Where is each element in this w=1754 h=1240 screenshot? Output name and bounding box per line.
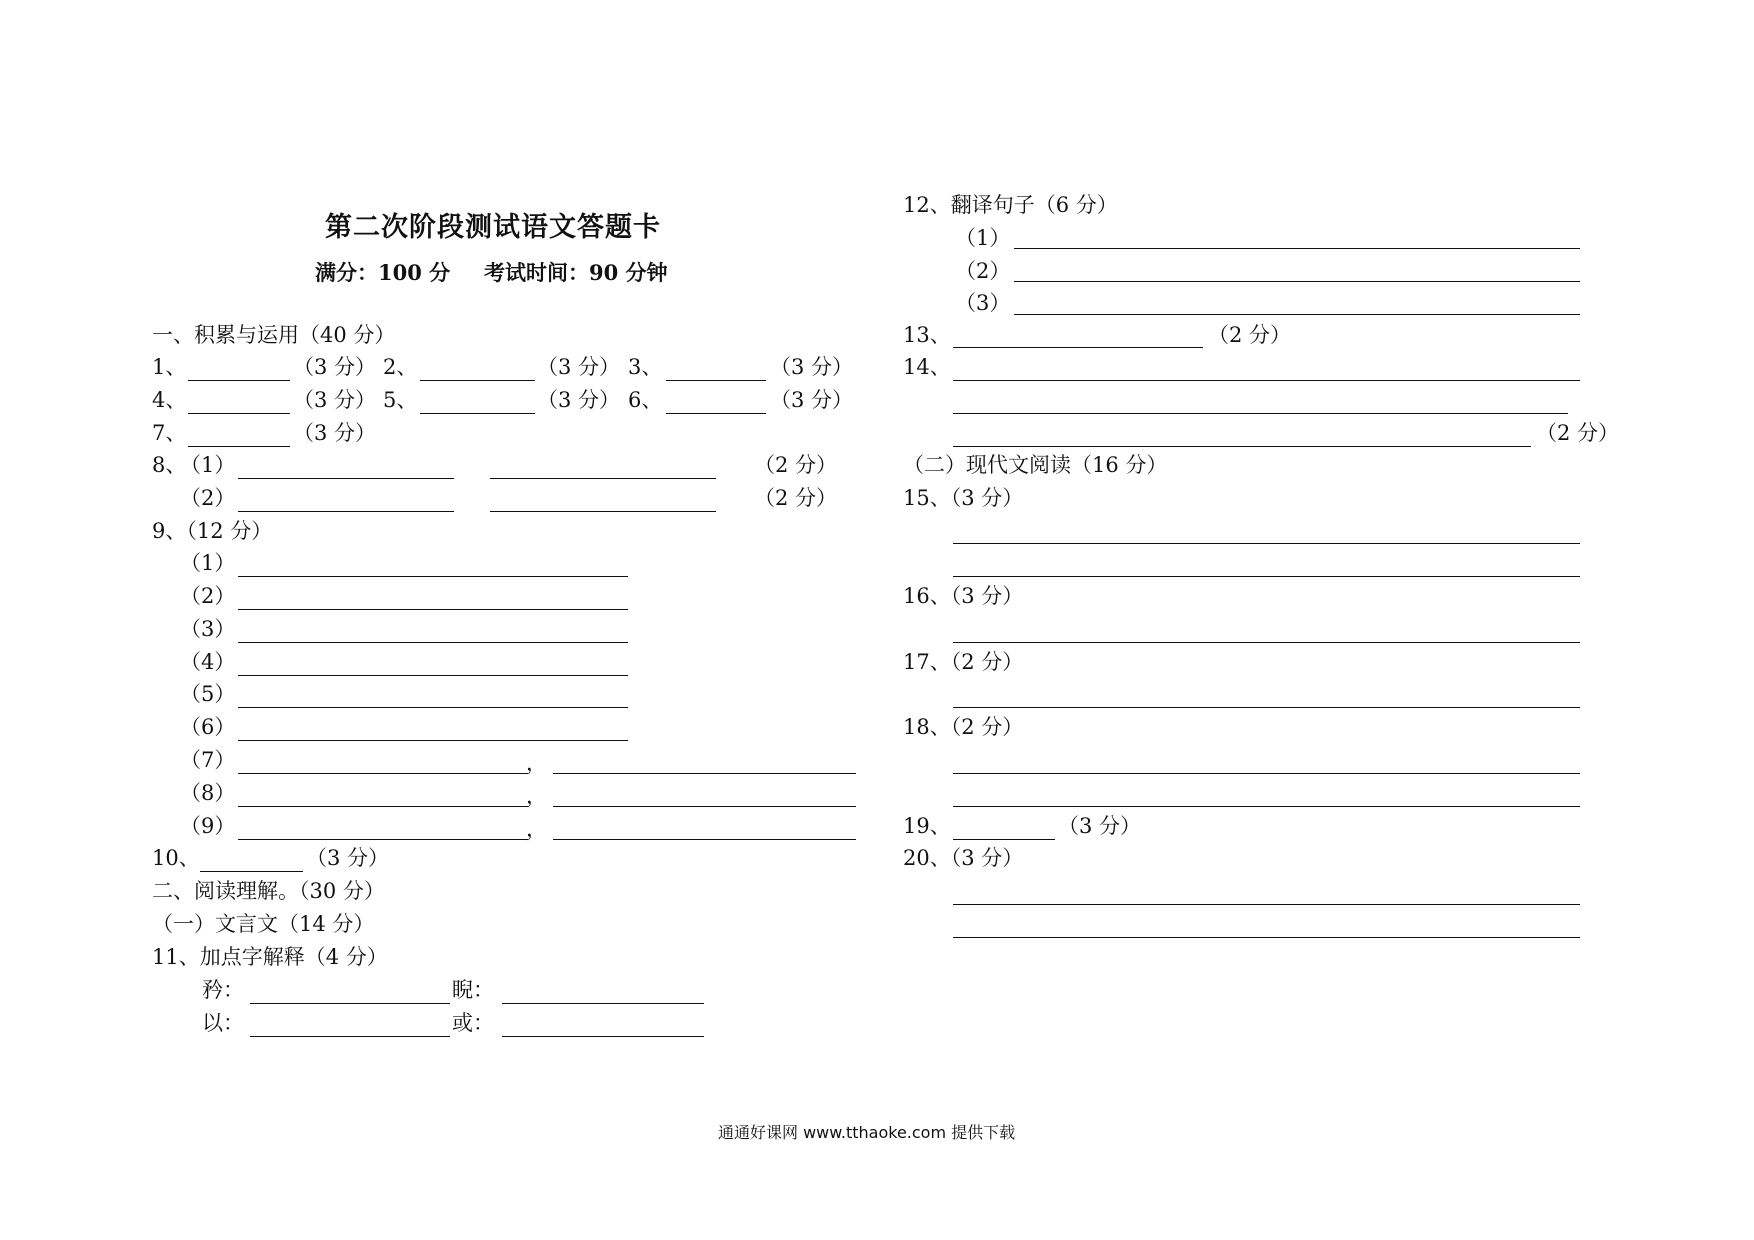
- question-16-heading: 16、（3 分）: [903, 584, 1024, 608]
- question-10-points: （3 分）: [306, 846, 390, 870]
- question-19-number: 19、: [903, 814, 951, 838]
- answer-line-q9-6[interactable]: [238, 740, 628, 741]
- answer-line-q14-1[interactable]: [953, 380, 1580, 381]
- answer-line-q11-1[interactable]: [250, 1003, 450, 1004]
- section-1-heading: 一、积累与运用（40 分）: [152, 323, 396, 347]
- answer-line-q14-2[interactable]: [953, 413, 1568, 414]
- section-2-heading: 二、阅读理解。（30 分）: [152, 879, 385, 903]
- q11-word-4-label: 或：: [452, 1011, 494, 1035]
- question-11-heading: 11、加点字解释（4 分）: [152, 945, 388, 969]
- answer-line-q9-9a[interactable]: [238, 839, 528, 840]
- answer-line-q13[interactable]: [953, 347, 1203, 348]
- question-6-points: （3 分）: [770, 388, 854, 412]
- q11-word-1-label: 矜：: [202, 978, 244, 1002]
- question-4-number: 4、: [152, 388, 187, 412]
- answer-line-q19[interactable]: [953, 839, 1055, 840]
- question-2-points: （3 分）: [537, 355, 621, 379]
- answer-line-q4[interactable]: [188, 413, 290, 414]
- page-title: 第二次阶段测试语文答题卡: [325, 212, 661, 243]
- answer-line-q9-2[interactable]: [238, 609, 628, 610]
- answer-line-q1[interactable]: [188, 380, 290, 381]
- answer-line-q9-5[interactable]: [238, 707, 628, 708]
- answer-line-q3[interactable]: [666, 380, 766, 381]
- answer-line-q8-1b[interactable]: [490, 478, 716, 479]
- q9-part-2-label: （2）: [180, 584, 236, 608]
- answer-line-q7[interactable]: [188, 446, 290, 447]
- q9-part-9-comma: ，: [526, 817, 547, 841]
- answer-line-q2[interactable]: [420, 380, 535, 381]
- question-1-number: 1、: [152, 355, 187, 379]
- question-18-heading: 18、（2 分）: [903, 715, 1024, 739]
- section-2b-heading: （二）现代文阅读（16 分）: [903, 453, 1168, 477]
- answer-line-q20-1[interactable]: [953, 904, 1580, 905]
- answer-line-q8-2b[interactable]: [490, 511, 716, 512]
- question-5-number: 5、: [383, 388, 418, 412]
- question-10-number: 10、: [152, 846, 200, 870]
- q11-word-3-label: 以：: [202, 1011, 244, 1035]
- q12-part-1-label: （1）: [955, 226, 1011, 250]
- answer-line-q9-4[interactable]: [238, 675, 628, 676]
- answer-line-q14-3[interactable]: [953, 446, 1531, 447]
- answer-line-q12-3[interactable]: [1014, 314, 1580, 315]
- q9-part-9-label: （9）: [180, 814, 236, 838]
- answer-line-q11-3[interactable]: [250, 1036, 450, 1037]
- q8-part-1-points: （2 分）: [754, 453, 838, 477]
- answer-line-q12-1[interactable]: [1014, 248, 1580, 249]
- question-1-points: （3 分）: [293, 355, 377, 379]
- answer-line-q8-1a[interactable]: [238, 478, 454, 479]
- question-13-number: 13、: [903, 323, 951, 347]
- answer-line-q16[interactable]: [953, 642, 1580, 643]
- q8-part-2-label: （2）: [180, 486, 236, 510]
- question-2-number: 2、: [383, 355, 418, 379]
- answer-line-q9-7b[interactable]: [553, 773, 856, 774]
- answer-line-q17[interactable]: [953, 707, 1580, 708]
- question-7-number: 7、: [152, 421, 187, 445]
- q9-part-5-label: （5）: [180, 682, 236, 706]
- q9-part-6-label: （6）: [180, 715, 236, 739]
- answer-line-q20-2[interactable]: [953, 937, 1580, 938]
- q9-part-8-comma: ，: [526, 784, 547, 808]
- q9-part-7-comma: ，: [526, 751, 547, 775]
- answer-line-q11-4[interactable]: [502, 1036, 704, 1037]
- answer-line-q10[interactable]: [200, 871, 303, 872]
- question-17-heading: 17、（2 分）: [903, 650, 1024, 674]
- q9-part-3-label: （3）: [180, 617, 236, 641]
- q9-part-4-label: （4）: [180, 650, 236, 674]
- question-5-points: （3 分）: [537, 388, 621, 412]
- question-19-points: （3 分）: [1058, 814, 1142, 838]
- answer-line-q15-1[interactable]: [953, 543, 1580, 544]
- q8-part-1-label: （1）: [180, 453, 236, 477]
- answer-line-q11-2[interactable]: [502, 1003, 704, 1004]
- q9-part-7-label: （7）: [180, 748, 236, 772]
- q8-part-2-points: （2 分）: [754, 486, 838, 510]
- answer-line-q6[interactable]: [666, 413, 766, 414]
- answer-line-q12-2[interactable]: [1014, 281, 1580, 282]
- answer-line-q9-9b[interactable]: [553, 839, 856, 840]
- q9-part-8-label: （8）: [180, 781, 236, 805]
- answer-line-q9-8a[interactable]: [238, 806, 528, 807]
- exam-time: 考试时间：90 分钟: [484, 260, 668, 285]
- question-9-heading: 9、（12 分）: [152, 519, 273, 543]
- question-14-points: （2 分）: [1536, 421, 1620, 445]
- question-6-number: 6、: [628, 388, 663, 412]
- q12-part-2-label: （2）: [955, 259, 1011, 283]
- section-2a-heading: （一）文言文（14 分）: [152, 912, 375, 936]
- question-7-points: （3 分）: [293, 421, 377, 445]
- answer-line-q15-2[interactable]: [953, 576, 1580, 577]
- answer-line-q9-8b[interactable]: [553, 806, 856, 807]
- answer-line-q8-2a[interactable]: [238, 511, 454, 512]
- question-4-points: （3 分）: [293, 388, 377, 412]
- answer-line-q9-3[interactable]: [238, 642, 628, 643]
- q11-word-2-label: 睨：: [452, 978, 494, 1002]
- question-13-points: （2 分）: [1208, 323, 1292, 347]
- q12-part-3-label: （3）: [955, 291, 1011, 315]
- question-8-number: 8、: [152, 453, 187, 477]
- full-score: 满分：100 分: [315, 260, 451, 285]
- question-14-number: 14、: [903, 355, 951, 379]
- question-20-heading: 20、（3 分）: [903, 846, 1024, 870]
- question-3-number: 3、: [628, 355, 663, 379]
- question-15-heading: 15、（3 分）: [903, 486, 1024, 510]
- answer-line-q9-1[interactable]: [238, 576, 628, 577]
- footer-source: 通通好课网 www.tthaoke.com 提供下载: [718, 1123, 1016, 1142]
- question-3-points: （3 分）: [770, 355, 854, 379]
- answer-line-q5[interactable]: [420, 413, 535, 414]
- answer-line-q18-1[interactable]: [953, 773, 1580, 774]
- answer-line-q9-7a[interactable]: [238, 773, 528, 774]
- answer-line-q18-2[interactable]: [953, 806, 1580, 807]
- q9-part-1-label: （1）: [180, 551, 236, 575]
- question-12-heading: 12、翻译句子（6 分）: [903, 193, 1118, 217]
